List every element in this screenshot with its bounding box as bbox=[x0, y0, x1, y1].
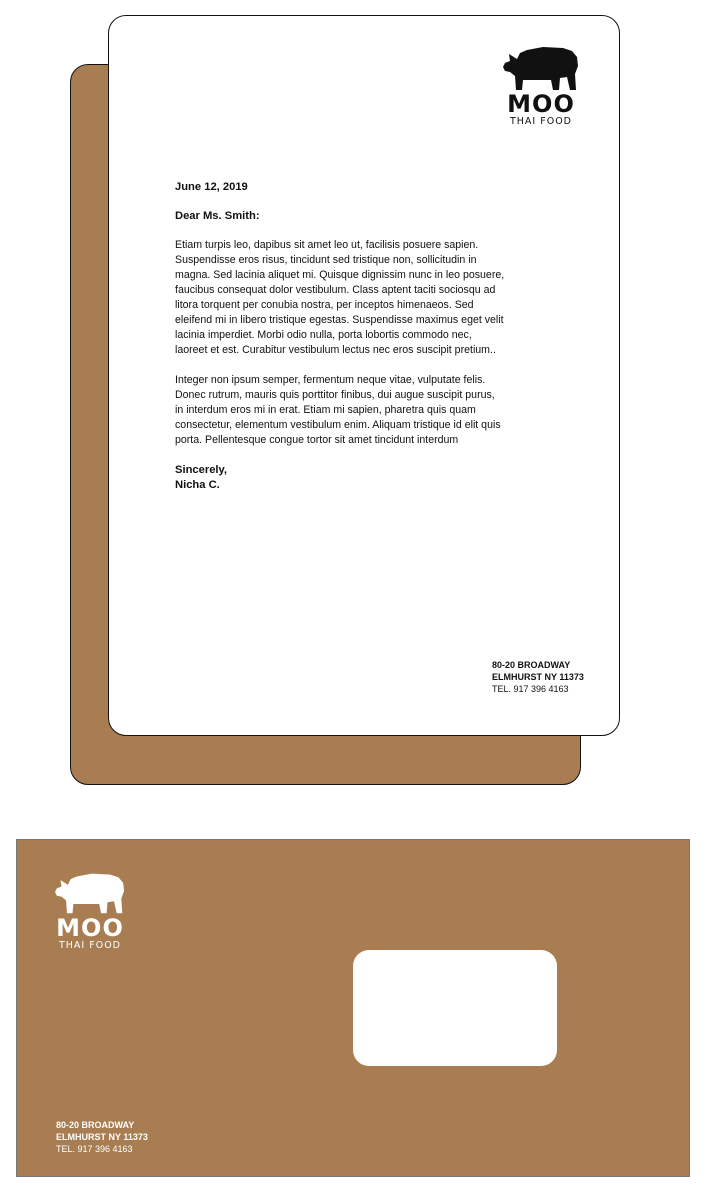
letter-body bbox=[175, 180, 505, 493]
address-phone: TEL. 917 396 4163 bbox=[56, 1144, 133, 1154]
letterhead-logo bbox=[503, 46, 579, 127]
letter-signature: Nicha C. bbox=[175, 479, 220, 491]
envelope bbox=[16, 839, 690, 1177]
envelope-logo bbox=[53, 872, 127, 951]
letter-closing: Sincerely, bbox=[175, 464, 228, 476]
letterhead-page bbox=[108, 15, 620, 736]
brand-name: MOO bbox=[56, 914, 124, 942]
letter-paragraph: Etiam turpis leo, dapibus sit amet leo ut, facilisis posuere sapien. Suspendisse eros risus, tincidunt sed tristique non, sollicitudin in magna. Sed lacinia aliquet mi. Quisque dignissim nunc in leo posuere, faucibus consequat dolor vestibulum. Class aptent taciti sociosqu ad litora torquent per conubia nostra, per inceptos himenaeos. Sed eleifend mi in libero tristique egestas. Suspendisse maximus eget velit lacinia imperdiet. Morbi odio nulla, porta lobortis commodo nec, laoreet et est. Curabitur vestibulum lectus nec eros suscipit pretium.. bbox=[175, 239, 505, 356]
envelope-window bbox=[353, 950, 557, 1066]
envelope-address bbox=[56, 1119, 148, 1155]
address-city: ELMHURST NY 11373 bbox=[56, 1132, 148, 1142]
brand-tagline: THAI FOOD bbox=[58, 940, 121, 951]
letter-date: June 12, 2019 bbox=[175, 181, 248, 193]
address-phone: TEL. 917 396 4163 bbox=[492, 684, 569, 694]
letter-salutation: Dear Ms. Smith: bbox=[175, 210, 260, 222]
letterhead-address bbox=[492, 659, 584, 695]
letter-paragraph: Integer non ipsum semper, fermentum neque vitae, vulputate felis. Donec rutrum, mauris quis porttitor finibus, dui augue suscipit purus, in interdum eros mi in erat. Etiam mi sapien, pharetra quis quam consectetur, elementum vestibulum enim. Aliquam tristique id elit quis porta. Pellentesque congue tortor sit amet tincidunt interdum bbox=[175, 374, 501, 446]
pig-icon bbox=[55, 872, 125, 914]
address-city: ELMHURST NY 11373 bbox=[492, 672, 584, 682]
brand-name: MOO bbox=[507, 90, 575, 118]
brand-tagline: THAI FOOD bbox=[509, 116, 572, 127]
pig-icon bbox=[503, 46, 579, 90]
address-street: 80-20 BROADWAY bbox=[492, 660, 571, 670]
address-street: 80-20 BROADWAY bbox=[56, 1120, 135, 1130]
